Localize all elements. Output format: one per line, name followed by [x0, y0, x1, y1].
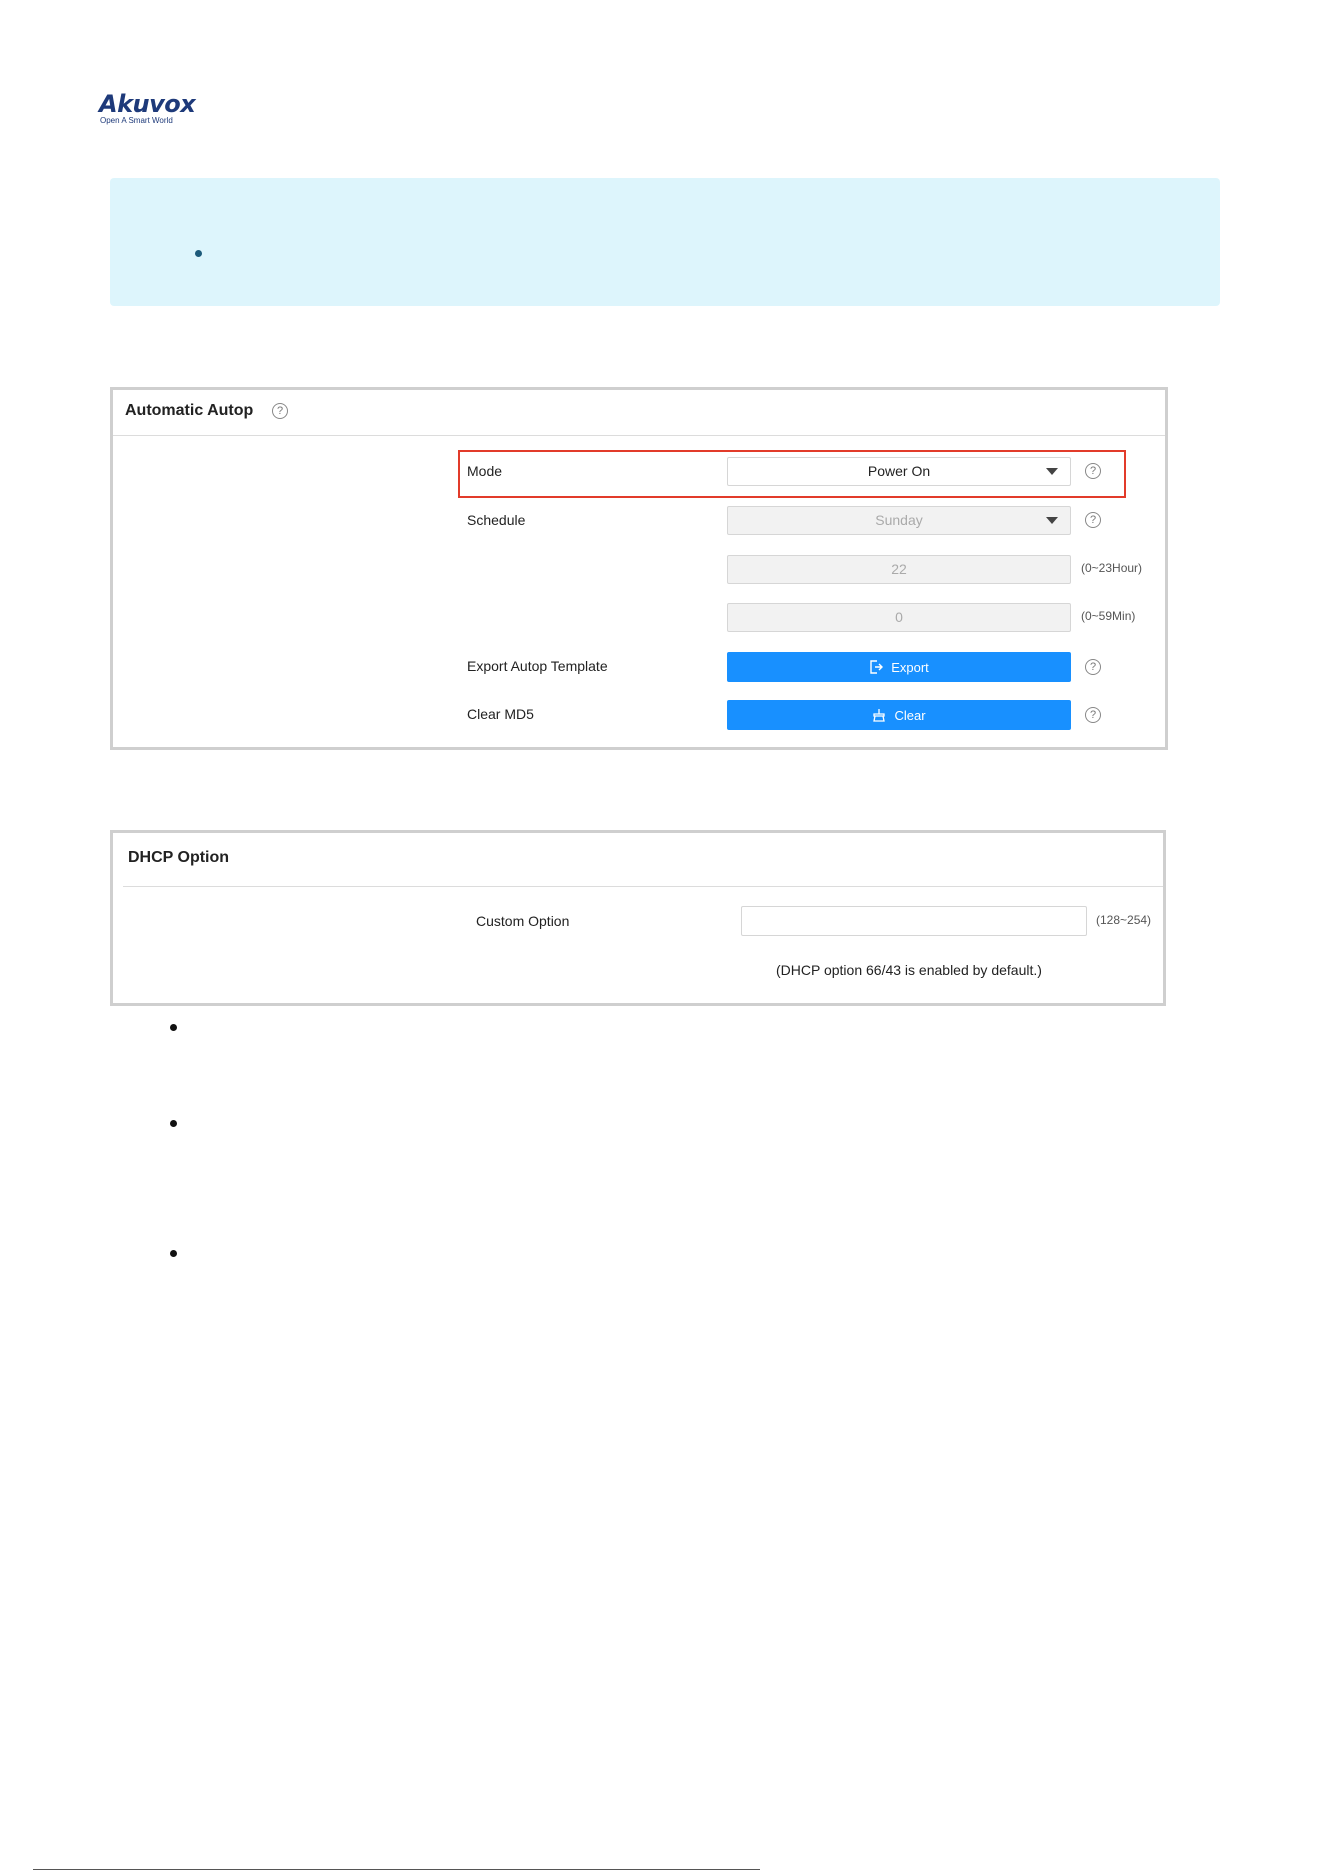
schedule-day-select[interactable] [727, 506, 1071, 535]
schedule-minute-hint: (0~59Min) [1081, 609, 1136, 623]
autop-title-help-icon[interactable]: ? [272, 403, 288, 419]
list-bullet-3 [170, 1250, 177, 1257]
clear-broom-icon [872, 708, 886, 722]
clear-button-label: Clear [894, 707, 926, 723]
autop-panel-divider [113, 435, 1165, 436]
export-help-icon[interactable]: ? [1085, 659, 1101, 675]
chevron-down-icon [1046, 517, 1058, 524]
export-button-label: Export [891, 659, 929, 675]
logo-tagline: Open A Smart World [100, 116, 173, 125]
automatic-autop-panel [110, 387, 1168, 750]
note-box [110, 178, 1220, 306]
schedule-help-icon[interactable]: ? [1085, 512, 1101, 528]
mode-select[interactable] [727, 457, 1071, 486]
mode-label: Mode [467, 463, 503, 479]
custom-option-hint: (128~254) [1096, 913, 1152, 927]
dhcp-panel-title: DHCP Option [128, 849, 230, 866]
autop-panel-title: Automatic Autop [125, 402, 254, 419]
clear-button[interactable] [727, 700, 1071, 730]
export-button[interactable] [727, 652, 1071, 682]
custom-option-input[interactable] [741, 906, 1087, 936]
list-bullet-1 [170, 1024, 177, 1031]
akuvox-logo [99, 92, 195, 126]
schedule-day-value: Sunday [875, 512, 923, 528]
chevron-down-icon [1046, 468, 1058, 475]
dhcp-panel-divider [123, 886, 1163, 887]
schedule-minute-input[interactable]: 0 [727, 603, 1071, 632]
logo-wordmark: Akuvox [99, 90, 196, 118]
dhcp-option-panel [110, 830, 1166, 1006]
export-template-label: Export Autop Template [467, 658, 608, 674]
dhcp-default-note: (DHCP option 66/43 is enabled by default.) [776, 962, 1042, 978]
list-bullet-2 [170, 1120, 177, 1127]
clear-help-icon[interactable]: ? [1085, 707, 1101, 723]
note-bullet [195, 250, 202, 257]
mode-help-icon[interactable]: ? [1085, 463, 1101, 479]
schedule-label: Schedule [467, 512, 526, 528]
footer-rule [33, 1869, 760, 1870]
mode-select-value: Power On [867, 463, 931, 479]
schedule-hour-hint: (0~23Hour) [1081, 561, 1143, 575]
export-icon [869, 660, 883, 674]
schedule-hour-input[interactable]: 22 [727, 555, 1071, 584]
custom-option-label: Custom Option [476, 913, 570, 929]
clear-md5-label: Clear MD5 [467, 706, 534, 722]
